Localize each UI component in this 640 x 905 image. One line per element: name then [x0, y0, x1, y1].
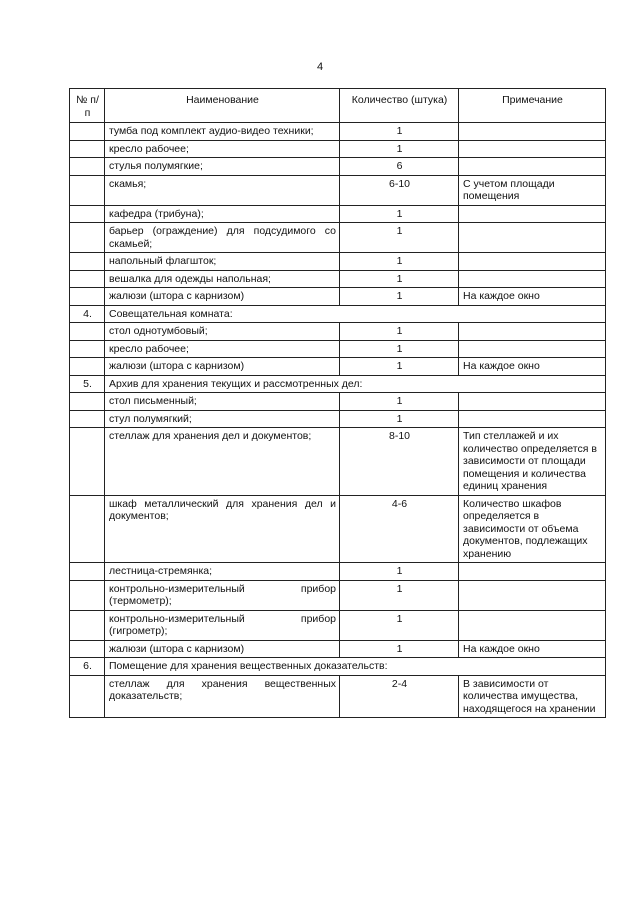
table-row [70, 253, 606, 271]
item-note [459, 340, 606, 358]
item-note [459, 323, 606, 341]
item-name: вешалка для одежды напольная; [105, 270, 340, 288]
item-quantity: 1 [340, 223, 459, 253]
item-note: В зависимости от количества имущества, находящегося на хранении [459, 675, 606, 718]
row-number-cell [70, 140, 105, 158]
table-row [70, 580, 606, 610]
header-note: Примечание [459, 89, 606, 123]
row-number-cell [70, 288, 105, 306]
row-number-cell [70, 428, 105, 496]
table-row [70, 158, 606, 176]
row-number-cell [70, 270, 105, 288]
item-note [459, 123, 606, 141]
item-quantity: 1 [340, 140, 459, 158]
item-note [459, 205, 606, 223]
table-row [70, 175, 606, 205]
item-quantity: 2-4 [340, 675, 459, 718]
table-row [70, 640, 606, 658]
item-quantity: 1 [340, 288, 459, 306]
item-note [459, 158, 606, 176]
item-note [459, 563, 606, 581]
section-title: Помещение для хранения вещественных доказательств: [105, 658, 606, 676]
item-name: стеллаж для хранения дел и документов; [105, 428, 340, 496]
table-row [70, 428, 606, 496]
row-number-cell [70, 393, 105, 411]
item-quantity: 1 [340, 563, 459, 581]
item-quantity: 1 [340, 270, 459, 288]
section-row [70, 305, 606, 323]
row-number-cell [70, 123, 105, 141]
header-qty: Количество (штука) [340, 89, 459, 123]
section-row [70, 375, 606, 393]
table-header-row [70, 89, 606, 123]
item-name: стеллаж для хранения вещественных доказательств; [105, 675, 340, 718]
item-name: барьер (ограждение) для подсудимого со скамьей; [105, 223, 340, 253]
item-quantity: 1 [340, 205, 459, 223]
item-note [459, 580, 606, 610]
section-number: 4. [70, 305, 105, 323]
page-number: 4 [316, 61, 324, 73]
item-name: контрольно-измерительный прибор (гигрометр); [105, 610, 340, 640]
row-number-cell [70, 610, 105, 640]
item-quantity: 4-6 [340, 495, 459, 563]
item-quantity: 1 [340, 323, 459, 341]
row-number-cell [70, 563, 105, 581]
table-row [70, 410, 606, 428]
item-name: кафедра (трибуна); [105, 205, 340, 223]
item-name: жалюзи (штора с карнизом) [105, 288, 340, 306]
row-number-cell [70, 223, 105, 253]
item-quantity: 1 [340, 123, 459, 141]
section-row [70, 658, 606, 676]
item-quantity: 1 [340, 580, 459, 610]
item-quantity: 1 [340, 640, 459, 658]
item-note: Количество шкафов определяется в зависимости от объема документов, подлежащих хранению [459, 495, 606, 563]
item-name: лестница-стремянка; [105, 563, 340, 581]
item-name: стулья полумягкие; [105, 158, 340, 176]
row-number-cell [70, 158, 105, 176]
section-number: 6. [70, 658, 105, 676]
table-row [70, 675, 606, 718]
item-name: шкаф металлический для хранения дел и документов; [105, 495, 340, 563]
item-name: стол однотумбовый; [105, 323, 340, 341]
item-quantity: 1 [340, 340, 459, 358]
table-row [70, 223, 606, 253]
item-note [459, 140, 606, 158]
item-quantity: 1 [340, 410, 459, 428]
section-number: 5. [70, 375, 105, 393]
row-number-cell [70, 675, 105, 718]
row-number-cell [70, 358, 105, 376]
item-note [459, 270, 606, 288]
item-note: На каждое окно [459, 640, 606, 658]
table-row [70, 340, 606, 358]
item-name: стул полумягкий; [105, 410, 340, 428]
row-number-cell [70, 253, 105, 271]
header-name: Наименование [105, 89, 340, 123]
table-row [70, 140, 606, 158]
item-name: тумба под комплект аудио-видео техники; [105, 123, 340, 141]
item-quantity: 6-10 [340, 175, 459, 205]
table-row [70, 495, 606, 563]
item-note [459, 253, 606, 271]
item-quantity: 1 [340, 253, 459, 271]
item-name: напольный флагшток; [105, 253, 340, 271]
item-note: На каждое окно [459, 358, 606, 376]
row-number-cell [70, 640, 105, 658]
table-row [70, 205, 606, 223]
section-title: Архив для хранения текущих и рассмотренных дел: [105, 375, 606, 393]
header-num: № п/п [70, 89, 105, 123]
row-number-cell [70, 175, 105, 205]
item-note [459, 223, 606, 253]
item-name: скамья; [105, 175, 340, 205]
row-number-cell [70, 205, 105, 223]
item-quantity: 6 [340, 158, 459, 176]
section-title: Совещательная комната: [105, 305, 606, 323]
item-name: кресло рабочее; [105, 140, 340, 158]
item-note: На каждое окно [459, 288, 606, 306]
item-note [459, 410, 606, 428]
table-row [70, 270, 606, 288]
row-number-cell [70, 340, 105, 358]
table-row [70, 393, 606, 411]
row-number-cell [70, 323, 105, 341]
table-row [70, 563, 606, 581]
table-row [70, 358, 606, 376]
equipment-table [69, 88, 606, 718]
item-quantity: 1 [340, 393, 459, 411]
table-row [70, 288, 606, 306]
row-number-cell [70, 495, 105, 563]
item-note: Тип стеллажей и их количество определяется в зависимости от площади помещения и количества единиц хранения [459, 428, 606, 496]
row-number-cell [70, 410, 105, 428]
item-name: жалюзи (штора с карнизом) [105, 640, 340, 658]
table-row [70, 123, 606, 141]
item-quantity: 1 [340, 610, 459, 640]
item-name: контрольно-измерительный прибор (термометр); [105, 580, 340, 610]
item-name: жалюзи (штора с карнизом) [105, 358, 340, 376]
item-note: С учетом площади помещения [459, 175, 606, 205]
item-quantity: 1 [340, 358, 459, 376]
table-row [70, 610, 606, 640]
item-note [459, 610, 606, 640]
item-name: стол письменный; [105, 393, 340, 411]
row-number-cell [70, 580, 105, 610]
item-note [459, 393, 606, 411]
table-row [70, 323, 606, 341]
item-quantity: 8-10 [340, 428, 459, 496]
item-name: кресло рабочее; [105, 340, 340, 358]
